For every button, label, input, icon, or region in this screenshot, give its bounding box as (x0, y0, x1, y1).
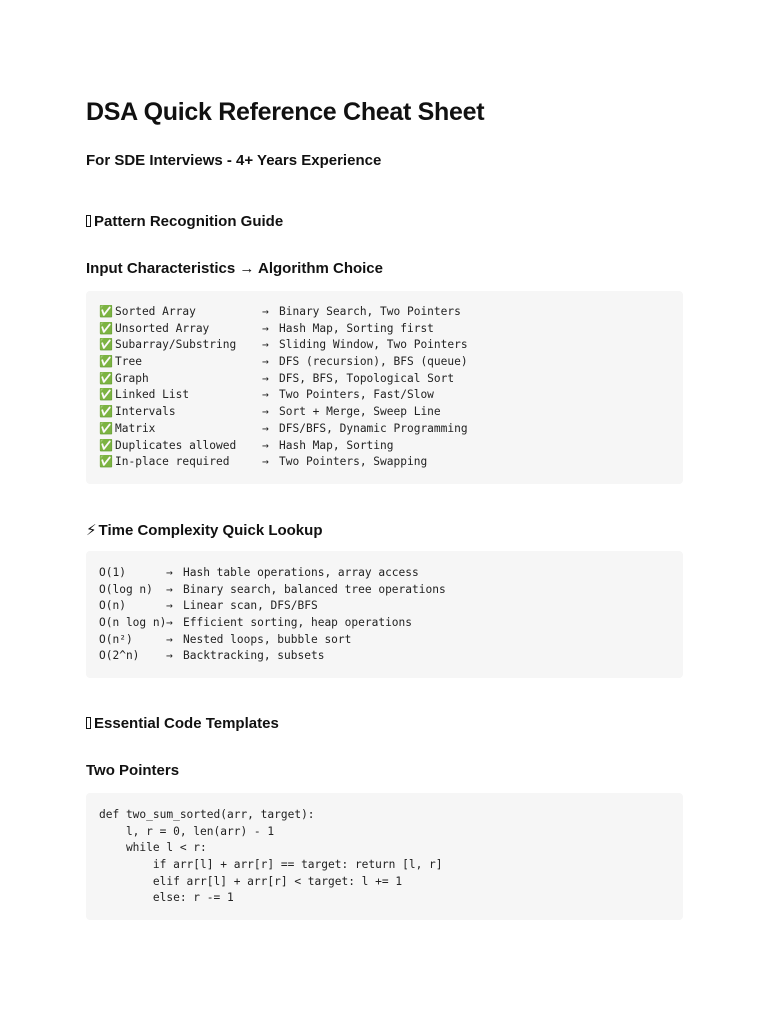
pattern-code-block (86, 291, 683, 484)
complexity-description: Backtracking, subsets (183, 649, 325, 663)
complexity-heading-text: Time Complexity Quick Lookup (98, 522, 323, 539)
input-characteristic: Intervals (115, 405, 176, 419)
pattern-row (99, 387, 670, 404)
big-o-notation: O(log n) (99, 582, 153, 596)
check-icon: ✅ (99, 321, 113, 335)
check-icon: ✅ (99, 371, 113, 385)
arrow-icon: → (166, 566, 173, 579)
big-o-notation: O(1) (99, 566, 126, 579)
complexity-description: Linear scan, DFS/BFS (183, 599, 318, 613)
complexity-code-block (86, 551, 683, 678)
pattern-row (99, 304, 670, 321)
arrow-icon: → (166, 632, 173, 646)
complexity-row (99, 598, 670, 615)
complexity-section-heading (86, 521, 322, 539)
page-title: DSA Quick Reference Cheat Sheet (86, 98, 485, 126)
arrow-icon: → (166, 649, 173, 663)
algorithm-choice: Hash Map, Sorting (279, 438, 394, 452)
code-line: else: r -= 1 (99, 891, 234, 905)
input-characteristic: Duplicates allowed (115, 438, 237, 452)
algorithm-choice: Sort + Merge, Sweep Line (279, 405, 441, 419)
complexity-row (99, 565, 670, 582)
complexity-row (99, 632, 670, 649)
arrow-icon: → (262, 305, 269, 318)
pattern-row (99, 421, 670, 438)
algorithm-choice: DFS/BFS, Dynamic Programming (279, 421, 468, 435)
arrow-icon: → (166, 599, 173, 613)
arrow-icon: → (262, 438, 269, 452)
check-icon: ✅ (99, 338, 113, 352)
pattern-row (99, 321, 670, 338)
arrow-icon: → (262, 388, 269, 402)
pattern-row (99, 404, 670, 421)
arrow-icon: → (262, 455, 269, 469)
big-o-notation: O(n²) (99, 632, 133, 646)
code-line: while l < r: (99, 841, 207, 855)
algorithm-choice: DFS, BFS, Topological Sort (279, 371, 455, 385)
arrow-icon: → (262, 338, 269, 352)
arrow-icon: → (262, 355, 269, 369)
pattern-subheading: Input Characteristics → Algorithm Choice (86, 260, 383, 277)
complexity-description: Nested loops, bubble sort (183, 632, 352, 646)
input-characteristic: Linked List (115, 388, 190, 402)
missing-glyph-icon (86, 717, 91, 729)
check-icon: ✅ (99, 438, 113, 452)
complexity-row (99, 648, 670, 665)
check-icon: ✅ (99, 455, 113, 469)
algorithm-choice: Sliding Window, Two Pointers (279, 338, 468, 352)
complexity-description: Efficient sorting, heap operations (183, 616, 413, 630)
input-characteristic: Matrix (115, 421, 156, 435)
big-o-notation: O(2^n) (99, 649, 140, 663)
code-line: elif arr[l] + arr[r] < target: l += 1 (99, 874, 403, 888)
arrow-icon: → (262, 405, 269, 419)
templates-heading-text: Essential Code Templates (94, 715, 279, 732)
arrow-icon: → (262, 321, 269, 335)
arrow-icon: → (262, 421, 269, 435)
code-line: def two_sum_sorted(arr, target): (99, 808, 315, 821)
pattern-row (99, 354, 670, 371)
input-characteristic: Unsorted Array (115, 321, 210, 335)
input-characteristic: Subarray/Substring (115, 338, 237, 352)
code-line: if arr[l] + arr[r] == target: return [l, r] (99, 858, 443, 872)
pattern-row (99, 454, 670, 471)
check-icon: ✅ (99, 355, 113, 369)
input-characteristic: Sorted Array (115, 305, 196, 318)
lightning-icon: ⚡ (86, 522, 97, 539)
missing-glyph-icon (86, 215, 91, 227)
algorithm-choice: Hash Map, Sorting first (279, 321, 434, 335)
arrow-icon: → (262, 371, 269, 385)
check-icon: ✅ (99, 405, 113, 419)
big-o-notation: O(n log n) (99, 616, 167, 630)
input-characteristic: Tree (115, 355, 142, 369)
check-icon: ✅ (99, 421, 113, 435)
two-pointers-subheading: Two Pointers (86, 762, 180, 779)
algorithm-choice: DFS (recursion), BFS (queue) (279, 355, 468, 369)
algorithm-choice: Two Pointers, Swapping (279, 455, 428, 469)
templates-section-heading (86, 715, 279, 732)
check-icon: ✅ (99, 305, 113, 318)
code-line: l, r = 0, len(arr) - 1 (99, 824, 275, 838)
arrow-icon: → (166, 582, 173, 596)
complexity-description: Binary search, balanced tree operations (183, 582, 446, 596)
arrow-icon: → (166, 616, 173, 630)
pattern-row (99, 438, 670, 455)
pattern-row (99, 337, 670, 354)
complexity-row (99, 615, 670, 632)
big-o-notation: O(n) (99, 599, 126, 613)
input-characteristic: Graph (115, 371, 149, 385)
pattern-section-heading (86, 213, 283, 230)
page-subtitle: For SDE Interviews - 4+ Years Experience (86, 152, 382, 169)
complexity-description: Hash table operations, array access (183, 566, 419, 579)
pattern-row (99, 371, 670, 388)
complexity-row (99, 582, 670, 599)
algorithm-choice: Two Pointers, Fast/Slow (279, 388, 434, 402)
input-characteristic: In-place required (115, 455, 230, 469)
algorithm-choice: Binary Search, Two Pointers (279, 305, 461, 318)
pattern-heading-text: Pattern Recognition Guide (94, 213, 284, 230)
check-icon: ✅ (99, 388, 113, 402)
two-pointers-code-block (86, 793, 683, 920)
